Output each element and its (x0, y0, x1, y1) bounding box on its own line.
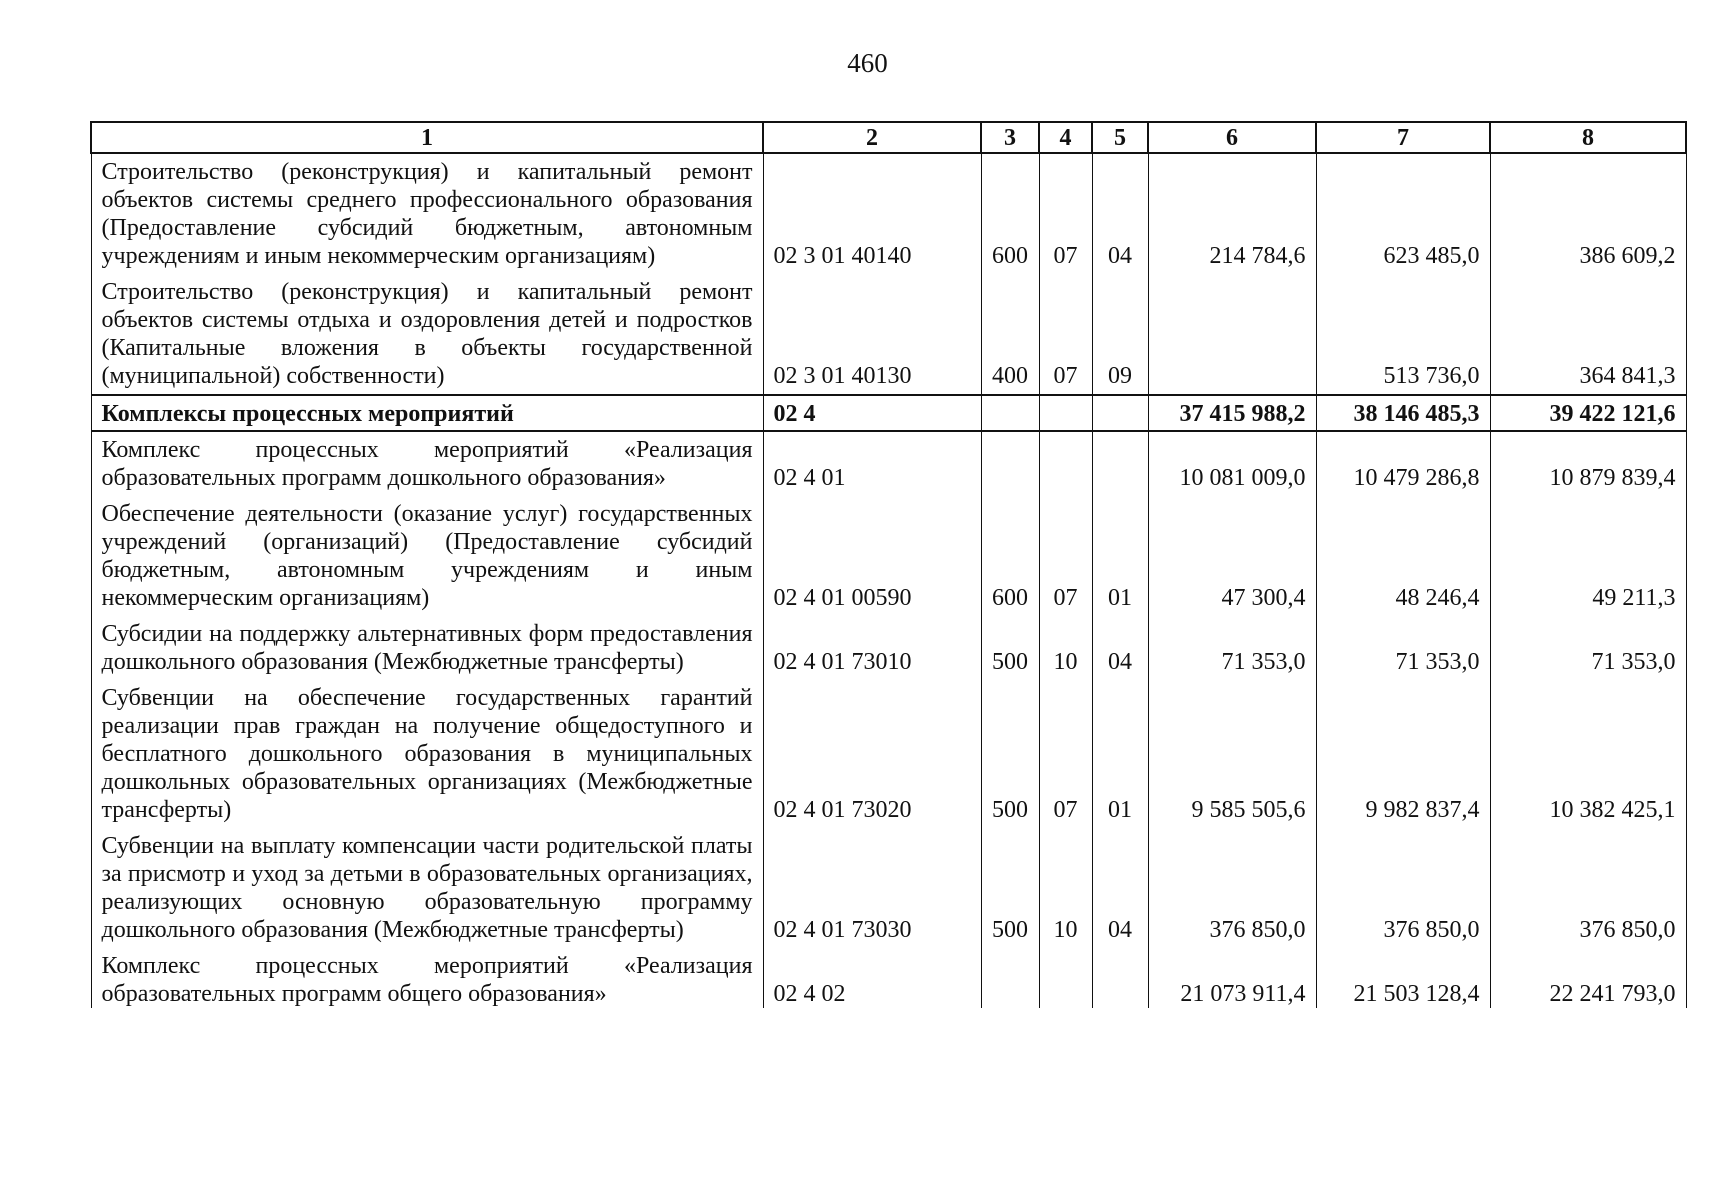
row-code: 02 4 01 (763, 431, 981, 496)
table-row (91, 828, 1686, 948)
row-description: Строительство (реконструкция) и капитальный ремонт объектов системы среднего профессионального образования (Предоставление субсидий бюджетным, автономным учреждениям и иным некоммерческим организациям) (91, 153, 763, 274)
row-value-7: 48 246,4 (1316, 496, 1490, 616)
row-value-6: 21 073 911,4 (1148, 948, 1316, 1008)
row-description: Комплекс процессных мероприятий «Реализация образовательных программ дошкольного образования» (91, 431, 763, 496)
row-col4 (1039, 431, 1092, 496)
row-value-8: 376 850,0 (1490, 828, 1686, 948)
row-col3 (981, 948, 1039, 1008)
row-col5 (1092, 948, 1148, 1008)
row-value-8: 71 353,0 (1490, 616, 1686, 680)
row-code: 02 4 01 00590 (763, 496, 981, 616)
row-code: 02 4 01 73030 (763, 828, 981, 948)
row-value-7: 38 146 485,3 (1316, 395, 1490, 431)
row-value-6: 71 353,0 (1148, 616, 1316, 680)
row-col3: 400 (981, 274, 1039, 395)
row-description: Комплекс процессных мероприятий «Реализация образовательных программ общего образования» (91, 948, 763, 1008)
row-description: Субвенции на обеспечение государственных гарантий реализации прав граждан на получение общедоступного и бесплатного дошкольного образования в муниципальных дошкольных образовательных организациях (Межбюджетные трансферты) (91, 680, 763, 828)
row-value-6: 9 585 505,6 (1148, 680, 1316, 828)
budget-table (90, 121, 1687, 1008)
column-header: 3 (981, 122, 1039, 153)
column-header: 5 (1092, 122, 1148, 153)
row-col5 (1092, 431, 1148, 496)
row-value-6: 37 415 988,2 (1148, 395, 1316, 431)
row-col4: 07 (1039, 496, 1092, 616)
table-row (91, 496, 1686, 616)
row-col5: 01 (1092, 496, 1148, 616)
row-col4: 10 (1039, 616, 1092, 680)
row-description: Субвенции на выплату компенсации части родительской платы за присмотр и уход за детьми в образовательных организациях, реализующих основную образовательную программу дошкольного образования (Межбюджетные трансферты) (91, 828, 763, 948)
table-row (91, 431, 1686, 496)
row-col4: 07 (1039, 680, 1092, 828)
column-header: 6 (1148, 122, 1316, 153)
table-row (91, 153, 1686, 274)
row-value-6: 47 300,4 (1148, 496, 1316, 616)
column-header: 7 (1316, 122, 1490, 153)
row-value-8: 39 422 121,6 (1490, 395, 1686, 431)
row-value-7: 376 850,0 (1316, 828, 1490, 948)
row-description: Строительство (реконструкция) и капитальный ремонт объектов системы отдыха и оздоровления детей и подростков (Капитальные вложения в объекты государственной (муниципальной) собственности) (91, 274, 763, 395)
row-value-7: 513 736,0 (1316, 274, 1490, 395)
row-code: 02 4 02 (763, 948, 981, 1008)
table-row (91, 680, 1686, 828)
row-value-7: 21 503 128,4 (1316, 948, 1490, 1008)
row-value-6: 10 081 009,0 (1148, 431, 1316, 496)
row-code: 02 3 01 40140 (763, 153, 981, 274)
column-header: 1 (91, 122, 763, 153)
row-value-8: 386 609,2 (1490, 153, 1686, 274)
row-value-6: 214 784,6 (1148, 153, 1316, 274)
row-col3: 500 (981, 616, 1039, 680)
page-number: 460 (847, 48, 888, 78)
row-col5 (1092, 395, 1148, 431)
table-row (91, 274, 1686, 395)
row-col4 (1039, 395, 1092, 431)
row-col4: 07 (1039, 274, 1092, 395)
header-row (91, 122, 1686, 153)
row-value-8: 49 211,3 (1490, 496, 1686, 616)
row-col5: 04 (1092, 153, 1148, 274)
row-col3 (981, 431, 1039, 496)
column-header: 2 (763, 122, 981, 153)
row-value-6 (1148, 274, 1316, 395)
row-value-7: 623 485,0 (1316, 153, 1490, 274)
row-value-8: 10 879 839,4 (1490, 431, 1686, 496)
row-col4: 10 (1039, 828, 1092, 948)
row-col4: 07 (1039, 153, 1092, 274)
row-description: Субсидии на поддержку альтернативных форм предоставления дошкольного образования (Межбюджетные трансферты) (91, 616, 763, 680)
row-code: 02 4 01 73010 (763, 616, 981, 680)
row-col3: 600 (981, 496, 1039, 616)
row-col4 (1039, 948, 1092, 1008)
row-code: 02 3 01 40130 (763, 274, 981, 395)
table-row (91, 948, 1686, 1008)
row-col5: 04 (1092, 616, 1148, 680)
row-value-7: 9 982 837,4 (1316, 680, 1490, 828)
row-value-8: 22 241 793,0 (1490, 948, 1686, 1008)
row-col3: 500 (981, 828, 1039, 948)
row-value-7: 10 479 286,8 (1316, 431, 1490, 496)
row-value-8: 364 841,3 (1490, 274, 1686, 395)
table-row (91, 616, 1686, 680)
row-col3 (981, 395, 1039, 431)
row-value-7: 71 353,0 (1316, 616, 1490, 680)
row-col5: 09 (1092, 274, 1148, 395)
column-header: 8 (1490, 122, 1686, 153)
row-value-8: 10 382 425,1 (1490, 680, 1686, 828)
row-col3: 500 (981, 680, 1039, 828)
row-col3: 600 (981, 153, 1039, 274)
row-description: Обеспечение деятельности (оказание услуг) государственных учреждений (организаций) (Предоставление субсидий бюджетным, автономным учреждениям и иным некоммерческим организациям) (91, 496, 763, 616)
row-col5: 01 (1092, 680, 1148, 828)
column-header: 4 (1039, 122, 1092, 153)
row-code: 02 4 01 73020 (763, 680, 981, 828)
row-description: Комплексы процессных мероприятий (91, 395, 763, 431)
row-value-6: 376 850,0 (1148, 828, 1316, 948)
row-code: 02 4 (763, 395, 981, 431)
row-col5: 04 (1092, 828, 1148, 948)
group-total-row (91, 395, 1686, 431)
